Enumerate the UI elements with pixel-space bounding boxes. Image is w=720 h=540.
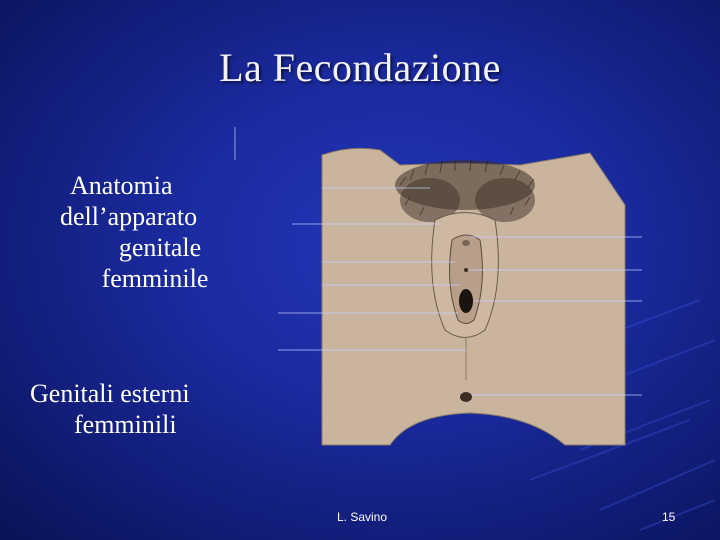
caption-line: femminili [74,410,177,439]
caption-line: Genitali esterni [30,379,190,408]
slide-title: La Fecondazione [219,45,501,90]
footer-author: L. Savino [337,510,388,524]
anatomy-illustration [230,125,720,460]
anatomy-drawing [230,125,720,460]
caption-line: femminile [101,264,209,293]
caption-line: Anatomia [70,171,173,200]
caption-line: dell’apparato [60,202,198,231]
caption-line: genitale [118,233,202,262]
caption-anatomy [40,170,240,294]
caption-external-genitals [30,378,240,440]
page-number: 15 [662,510,676,524]
